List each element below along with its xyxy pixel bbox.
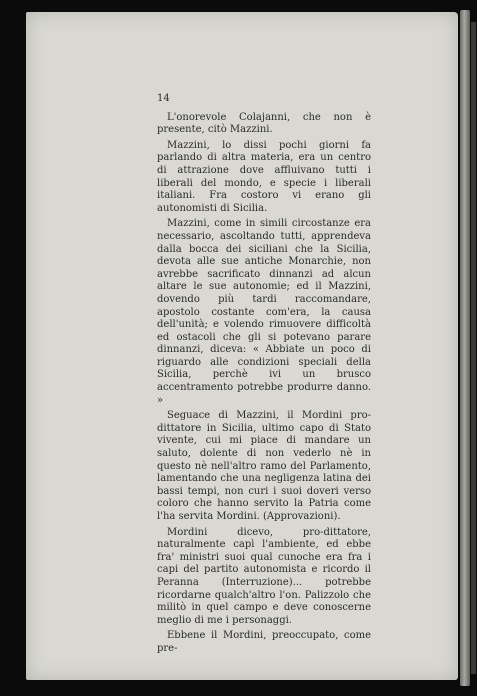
paragraph-3: Mazzini, come in simili circostanze era necessario, ascoltando tutti, apprendeva dalla bocca dei siciliani che la Sicilia, devota alle sue antiche Monarchie, non avrebbe sacrificato dinnanzi ad alcun altare le sue autonomie; ed il Mazzini, dovendo più tardi raccomandare, apostolo costante com'era, la causa dell'unità; e volendo rimuovere difficoltà ed ostacoli che gli si potevano parare dinnanzi, diceva: « Abbiate un poco di riguardo alle condizioni speciali della Sicilia, perchè ivi un brusco accentramento potrebbe produrre danno. »	[157, 218, 371, 406]
book-spine-edge	[460, 10, 470, 686]
paragraph-5: Mordini dicevo, pro-dittatore, naturalmente capì l'ambiente, ed ebbe fra' ministri suoi qual cunoche era fra i capi del partito autonomista e ricordo il Peranna (Interruzione)... potrebbe ricordarne qualch'altro l'on. Palizzolo che militò in quel campo e deve conoscerne meglio di me i personaggi.	[157, 526, 371, 626]
page-number: 14	[157, 93, 170, 104]
page-text-block	[157, 93, 371, 659]
book-cover-edge	[471, 22, 476, 674]
paragraph-2: Mazzini, lo dissi pochi giorni fa parlando di altra materia, era un centro di attrazione dove affluivano tutti i liberali del mondo, e specie i liberali italiani. Fra costoro vi erano gli autonomisti di Sicilia.	[157, 139, 371, 214]
paragraph-1: L'onorevole Colajanni, che non è presente, citò Mazzini.	[157, 111, 371, 136]
paragraph-4: Seguace di Mazzini, il Mordini pro-dittatore in Sicilia, ultimo capo di Stato vivente, cui mi piace di mandare un saluto, dolente di non vederlo nè in questo nè nell'altro ramo del Parlamento, lamentando che una negligenza latina dei bassi tempi, non curi i suoi doveri verso coloro che hanno servito la Patria come l'ha servita Mordini. (Approvazioni).	[157, 410, 371, 522]
paragraph-6: Ebbene il Mordini, preoccupato, come pre-	[157, 630, 371, 654]
